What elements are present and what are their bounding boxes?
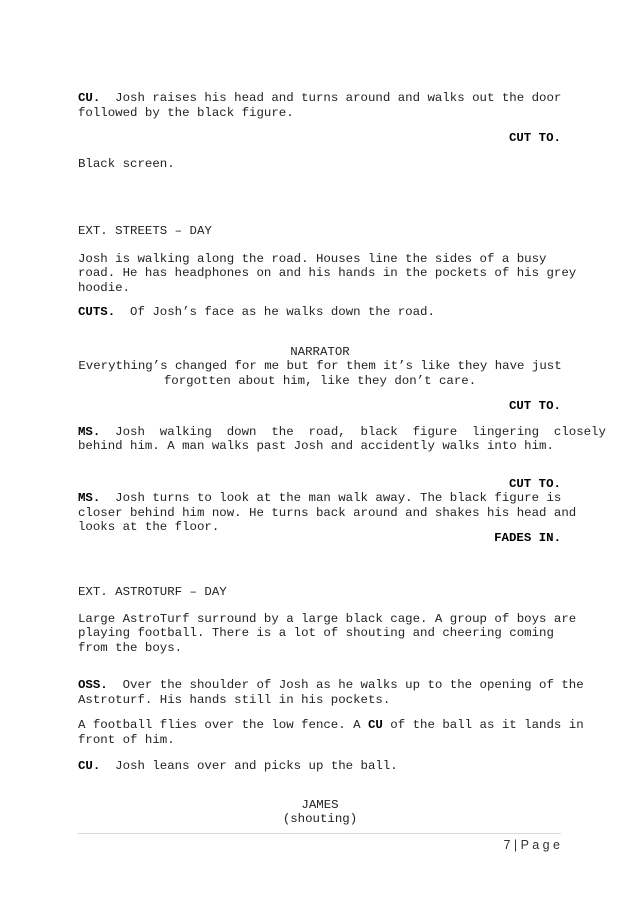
ms-shot-line <box>78 490 568 506</box>
shot-tag: OSS. <box>78 678 108 692</box>
parenthetical: (shouting) <box>282 812 358 826</box>
action-line: from the boys. <box>78 641 183 655</box>
action-text: of the ball as it lands in <box>382 718 584 732</box>
action-text: Josh raises his head and turns around and walks out the door <box>100 91 562 105</box>
action-line: Large AstroTurf surround by a large black cage. A group of boys are <box>78 612 577 626</box>
shot-tag: MS. <box>78 425 101 439</box>
action-line: followed by the black figure. <box>78 106 294 120</box>
page-footer <box>503 838 560 852</box>
cuts-line <box>78 304 568 320</box>
shot-tag: CUTS. <box>78 305 116 319</box>
action-text: Josh leans over and picks up the ball. <box>100 759 398 773</box>
page-label: P a g e <box>520 838 560 852</box>
football-line <box>78 717 584 733</box>
action-text: Josh walking down the road, black figure lingering closely <box>100 425 606 439</box>
cu-shot-line <box>78 758 568 774</box>
action-line: behind him. A man walks past Josh and accidently walks into him. <box>78 439 554 453</box>
action-text: Of Josh’s face as he walks down the road. <box>115 305 435 319</box>
action-line: front of him. <box>78 733 175 747</box>
action-line: Josh is walking along the road. Houses line the sides of a busy <box>78 252 547 266</box>
scene-heading: EXT. STREETS – DAY <box>78 224 212 238</box>
transition-fades-in: FADES IN. <box>494 531 561 545</box>
action-line: looks at the floor. <box>78 520 220 534</box>
shot-tag: CU. <box>78 91 101 105</box>
action-line: road. He has headphones on and his hands in the pockets of his grey <box>78 266 577 280</box>
action-text: Over the shoulder of Josh as he walks up to the opening of the <box>107 678 584 692</box>
transition-cut-to: CUT TO. <box>508 131 561 145</box>
character-name: JAMES <box>301 798 339 812</box>
action-line: hoodie. <box>78 281 131 295</box>
footer-divider <box>78 833 561 834</box>
shot-tag: CU. <box>78 759 101 773</box>
action-text: Josh turns to look at the man walk away. The black figure is <box>100 491 562 505</box>
shot-tag: MS. <box>78 491 101 505</box>
character-name: NARRATOR <box>290 345 350 359</box>
shot-tag: CU <box>368 718 383 732</box>
transition-cut-to: CUT TO. <box>508 477 561 491</box>
dialogue-line: forgotten about him, like they don’t care. <box>163 374 477 388</box>
action-line: Astroturf. His hands still in his pockets. <box>78 693 391 707</box>
dialogue-line: Everything’s changed for me but for them it’s like they have just <box>78 359 562 373</box>
scene-heading: EXT. ASTROTURF – DAY <box>78 585 227 599</box>
oss-shot-line <box>78 677 584 693</box>
black-screen-line: Black screen. <box>78 157 175 171</box>
footer-separator: | <box>510 838 521 852</box>
cu-shot-line <box>78 90 568 106</box>
action-text: A football flies over the low fence. A <box>78 718 368 732</box>
transition-cut-to: CUT TO. <box>508 399 561 413</box>
action-line: closer behind him now. He turns back around and shakes his head and <box>78 506 577 520</box>
action-line: playing football. There is a lot of shouting and cheering coming <box>78 626 554 640</box>
page-number: 7 <box>503 838 511 852</box>
